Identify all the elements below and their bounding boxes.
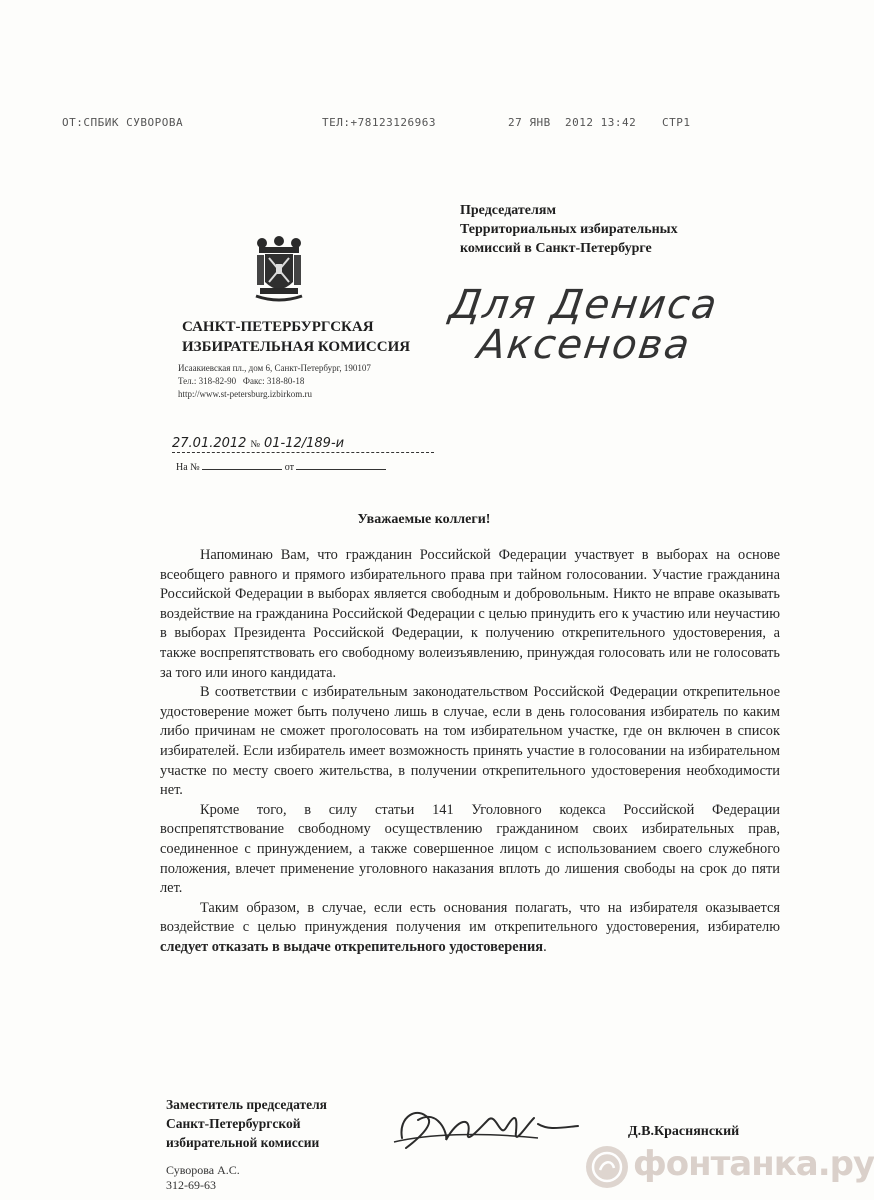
org-website: http://www.st-petersburg.izbirkom.ru: [178, 389, 312, 399]
body-paragraph: Напоминаю Вам, что гражданин Российской Федерации участвует в выборах на основе всеобщего равного и прямого избирательного права при тайном голосовании. Участие гражданина Российской Федерации в выборах является свободным и добровольным. Никто не вправе оказывать воздействие на гражданина Российской Федерации с целью принудить его к участию или неучастию в выборах Президента Российской Федерации, к получению открепительного удостоверения, а также воспрепятствовать его свободному волеизъявлению, принуждая голосовать или не голосовать за того или иного кандидата.: [160, 547, 780, 681]
body-paragraph: Кроме того, в силу статьи 141 Уголовного кодекса Российской Федерации воспрепятствование свободному осуществлению гражданином своих избирательных прав, соединенное с принуждением, а также совершенное лицом с использованием своего служебного положения, влечет применение уголовного наказания вплоть до лишения свободы на срок до пяти лет.: [160, 801, 780, 897]
org-name-line: САНКТ-ПЕТЕРБУРГСКАЯ: [182, 319, 374, 335]
handwritten-note-line: Для Дениса: [446, 282, 722, 328]
body-paragraph-end: .: [543, 938, 547, 955]
reference-label: На №: [176, 462, 200, 473]
addressee-line: комиссий в Санкт-Петербурге: [460, 241, 652, 256]
fax-header-phone: ТЕЛ:+78123126963: [322, 116, 436, 129]
body-paragraph: [160, 899, 780, 958]
org-address: Исаакиевская пл., дом 6, Санкт-Петербург, 190107: [178, 363, 371, 373]
fax-header-page: СТР1: [662, 116, 691, 129]
fax-header-datetime: 27 ЯНВ 2012 13:42: [508, 116, 637, 129]
addressee-line: Председателям: [460, 203, 556, 218]
reference-line: [176, 462, 386, 473]
registration-number-sign: №: [250, 439, 260, 450]
reference-from-label: от: [284, 462, 294, 473]
executor-block: [166, 1163, 240, 1193]
watermark-logo-icon: [586, 1146, 628, 1188]
signature-icon: [388, 1098, 588, 1156]
signatory-title-line: Санкт-Петербургской: [166, 1116, 301, 1131]
letter-body: [160, 546, 780, 957]
registration-date: 27.01.2012: [172, 436, 247, 451]
coat-of-arms-icon: [252, 236, 306, 302]
signatory-title: [166, 1095, 327, 1152]
body-paragraph: В соответствии с избирательным законодательством Российской Федерации открепительное удостоверение может быть получено лишь в случае, если в день голосования избиратель по каким либо причинам не сможет проголосовать на том избирательном участке, где он включен в список избирателей. Если избиратель имеет возможность принять участие в голосовании на избирательном участке по месту своего жительства, в получении открепительного удостоверения необходимости нет.: [160, 684, 780, 799]
handwritten-note-line: Аксенова: [474, 322, 695, 368]
org-name-line: ИЗБИРАТЕЛЬНАЯ КОМИССИЯ: [182, 339, 411, 355]
signer-name: Д.В.Краснянский: [628, 1124, 740, 1139]
watermark-text: фонтанка.ру: [633, 1144, 874, 1184]
letterhead-contacts: [178, 362, 371, 401]
coat-of-arms-emblem: [252, 236, 306, 307]
letterhead-organization: [182, 317, 410, 357]
signatory-title-line: избирательной комиссии: [166, 1135, 320, 1150]
org-phones: Тел.: 318-82-90 Факс: 318-80-18: [178, 376, 305, 386]
fax-header-sender: ОТ:СПБИК СУВОРОВА: [62, 116, 184, 129]
addressee-line: Территориальных избирательных: [460, 222, 678, 237]
watermark-logo-mark: [586, 1146, 628, 1188]
handwritten-signature: [388, 1098, 588, 1161]
body-paragraph-text: Таким образом, в случае, если есть основания полагать, что на избирателя оказывается воздействие с целью принуждения получения им открепительного удостоверения, избирателю: [160, 899, 780, 936]
registration-line: [172, 434, 434, 453]
executor-name: Суворова А.С.: [166, 1163, 240, 1177]
addressee-block: [460, 201, 760, 258]
body-paragraph-emphasis: следует отказать в выдаче открепительного удостоверения: [160, 938, 544, 955]
registration-number: 01-12/189-и: [263, 436, 345, 451]
executor-phone: 312-69-63: [166, 1178, 216, 1192]
greeting: Уважаемые коллеги!: [357, 512, 491, 527]
signatory-title-line: Заместитель председателя: [166, 1097, 327, 1112]
